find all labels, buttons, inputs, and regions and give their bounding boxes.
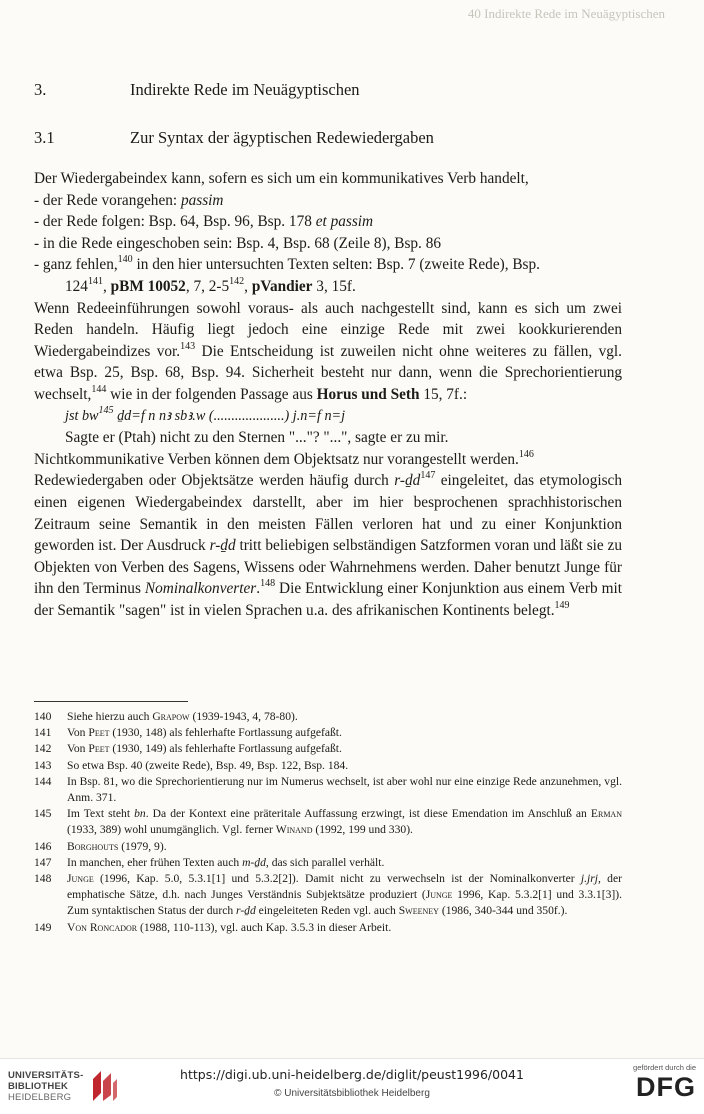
footnote-ref[interactable]: 141 xyxy=(87,275,103,287)
section-number: 3. xyxy=(34,80,47,99)
intro-paragraph: Der Wiedergabeindex kann, sofern es sich um ein kommunikatives Verb handelt, xyxy=(34,170,529,187)
section-heading-3-1 xyxy=(34,128,434,148)
list-item-continuation: $124^{141}$, pBM 10052, 7, $2-5^{142}$, pVandier 3, 15f. xyxy=(65,275,356,295)
footnote-ref[interactable]: 144 xyxy=(91,383,107,395)
list-item: - der Rede vorangehen: passim xyxy=(34,191,224,209)
footnote-ref[interactable]: 147 xyxy=(420,470,436,482)
paragraph: Nichtkommunikative Verben können dem Objektsatz nur vorangestellt werden.$^{146}$ xyxy=(34,448,534,468)
footnote: 144 In Bsp. 81, wo die Sprechorientierung nur im Numerus wechselt, ist aber wohl nur eine einzige Rede anzunehmen, vgl. Anm. 371. xyxy=(34,774,622,805)
footnotes xyxy=(34,709,622,936)
paragraph: Redewiedergaben oder Objektsätze werden häufig durch r-ḏd$^{147}$ eingeleitet, das etymologisch einen eigenen Wiedergabeindex darstellt, aber im hier besprochenen sprachhistorischen Zeitraum seine Semantik in den meisten Fällen verloren hat und zu einer Konjunktion geworden ist. Der Ausdruck r-ḏd tritt beliebigen selbständigen Satzformen voran und läßt sie zu Objekten von Verben des Sagens, Wissens oder Wahrnehmens werden. Daher benutzt Junge für ihn den Terminus Nominalkonverter.$^{148}$ Die Entwicklung einer Konjunktion aus einem Verb mit der Semantik "sagen" ist in vielen Sprachen u.a. des afrikanischen Kontinents belegt.$^{149}$ xyxy=(34,470,622,619)
bleed-through-header: 40 Indirekte Rede im Neuägyptischen xyxy=(467,6,665,21)
footnote: 142 Von Peet (1930, 149) als fehlerhafte Fortlassung aufgefaßt. xyxy=(34,742,342,756)
transliteration: jst $bw^{145}$ ḏd=f n nꜣ sbꜣ.w (....................) j.n=f n=j xyxy=(65,404,346,424)
footnote-divider xyxy=(34,701,188,702)
copyright: © Universitätsbibliothek Heidelberg xyxy=(274,1088,430,1099)
footnote-ref[interactable]: 140 xyxy=(117,254,133,266)
viewer-footer xyxy=(0,1058,704,1114)
footnote: 146 Borghouts (1979, 9). xyxy=(34,839,167,853)
footnote-ref[interactable]: 149 xyxy=(554,599,570,611)
dfg-logo[interactable]: gefördert durch die DFG xyxy=(633,1063,696,1102)
paragraph: Wenn Redeeinführungen sowohl voraus- als auch nachgestellt sind, kann es sich um zwei Reden handeln. Häufig liegt jedoch eine einzige Rede mit zwei kookkurierenden Wiedergabeindizes vor.$^{143}$ Die Entscheidung ist zuweilen nicht ohne weiteres zu fällen, vgl. etwa Bsp. 25, Bsp. 68, Bsp. 94. Sicherheit besteht nur dann, wenn die Sprechorientierung wechselt,$^{144}$ wie in der folgenden Passage aus Horus und Seth 15, 7f.: xyxy=(34,299,622,403)
list-item: - ganz fehlen,$^{140}$ in den hier untersuchten Texten selten: Bsp. 7 (zweite Rede), Bsp. xyxy=(34,254,540,274)
footnote: 145 Im Text steht bn. Da der Kontext eine präteritale Auffassung erzwingt, ist diese Emendation im Anschluß an Erman (1933, 389) wohl unumgänglich. Vgl. ferner Winand (1992, 199 und 330). xyxy=(34,807,622,837)
footnote: 143 So etwa Bsp. 40 (zweite Rede), Bsp. 49, Bsp. 122, Bsp. 184. xyxy=(34,758,349,772)
footnote-ref[interactable]: 143 xyxy=(180,340,196,352)
section-title: Zur Syntax der ägyptischen Redewiedergaben xyxy=(130,128,434,147)
footnote: 147 In manchen, eher frühen Texten auch m-ḏd, das sich parallel verhält. xyxy=(34,855,385,869)
footnote: 141 Von Peet (1930, 148) als fehlerhafte Fortlassung aufgefaßt. xyxy=(34,726,342,740)
ub-heidelberg-logo[interactable]: UNIVERSITÄTS- BIBLIOTHEK HEIDELBERG xyxy=(8,1069,119,1103)
main-text xyxy=(34,168,622,621)
section-number: 3.1 xyxy=(34,128,55,147)
footnote: 149 Von Roncador (1988, 110-113), vgl. auch Kap. 3.5.3 in dieser Arbeit. xyxy=(34,920,392,934)
list-item: - der Rede folgen: Bsp. 64, Bsp. 96, Bsp. 178 et passim xyxy=(34,213,374,231)
footnote: 140 Siehe hierzu auch Grapow (1939-1943, 4, 78-80). xyxy=(34,710,298,723)
footnote-ref[interactable]: 148 xyxy=(260,578,276,590)
footnote-ref[interactable]: 142 xyxy=(229,275,245,287)
list-item: - in die Rede eingeschoben sein: Bsp. 4, Bsp. 68 (Zeile 8), Bsp. 86 xyxy=(34,234,442,252)
footnote-ref[interactable]: 146 xyxy=(518,448,534,460)
section-title: Indirekte Rede im Neuägyptischen xyxy=(130,80,360,99)
footnote: 148 Junge (1996, Kap. 5.0, 5.3.1[1] und 5.3.2[2]). Damit nicht zu verwechseln ist der Nominalkonverter j.jrj, der emphatische Sätze, d.h. nach Junges Verständnis Subjektsätze produziert (Junge 1996, Kap. 5.3.2[1] und 3.3.1[3]). Zum syntaktischen Status der durch r-ḏd eingeleiteten Reden vgl. auch Sweeney (1986, 340-344 und 350f.). xyxy=(34,872,622,918)
translation: Sagte er (Ptah) nicht zu den Sternen "..."? "...", sagte er zu mir. xyxy=(65,429,449,447)
section-heading-3 xyxy=(34,80,360,100)
footnote-ref[interactable]: 145 xyxy=(98,404,114,416)
permalink[interactable]: https://digi.ub.uni-heidelberg.de/diglit/peust1996/0041 xyxy=(180,1067,524,1082)
